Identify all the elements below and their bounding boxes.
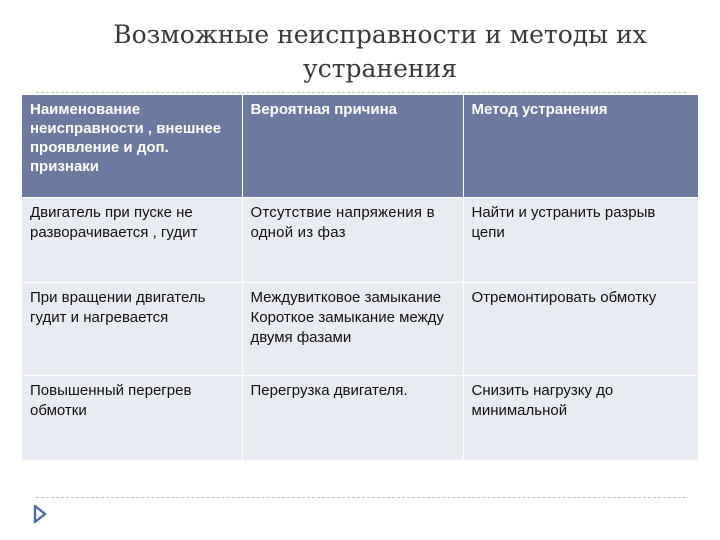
table-header-row <box>22 95 698 197</box>
cell-cause: Отсутствие напряжения в одной из фаз <box>242 197 463 282</box>
slide-title <box>80 18 680 86</box>
cell-remedy: Отремонтировать обмотку <box>463 282 698 375</box>
cell-fault: При вращении двигатель гудит и нагревается <box>22 282 242 375</box>
top-divider <box>36 92 686 93</box>
table-row <box>22 282 698 375</box>
table-row <box>22 375 698 460</box>
slide-title-line-2: устранения <box>302 54 457 83</box>
cause-item: Междувитковое замыкание <box>250 288 442 306</box>
cause-item: Короткое замыкание между двумя фазами <box>250 308 444 346</box>
table-row <box>22 197 698 282</box>
cell-fault: Повышенный перегрев обмотки <box>22 375 242 460</box>
triangle-right-icon <box>33 505 47 523</box>
slide-title-line-1: Возможные неисправности и методы их <box>113 20 647 49</box>
header-fault-name: Наименование неисправности , внешнее проявление и доп. признаки <box>22 95 242 197</box>
cell-fault: Двигатель при пуске не разворачивается , гудит <box>22 197 242 282</box>
faults-table <box>22 95 698 461</box>
header-probable-cause: Вероятная причина <box>242 95 463 197</box>
cell-cause <box>242 282 463 375</box>
cell-cause: Перегрузка двигателя. <box>242 375 463 460</box>
bottom-divider <box>36 497 686 498</box>
header-remedy: Метод устранения <box>463 95 698 197</box>
cell-remedy: Найти и устранить разрыв цепи <box>463 197 698 282</box>
cell-remedy: Снизить нагрузку до минимальной <box>463 375 698 460</box>
